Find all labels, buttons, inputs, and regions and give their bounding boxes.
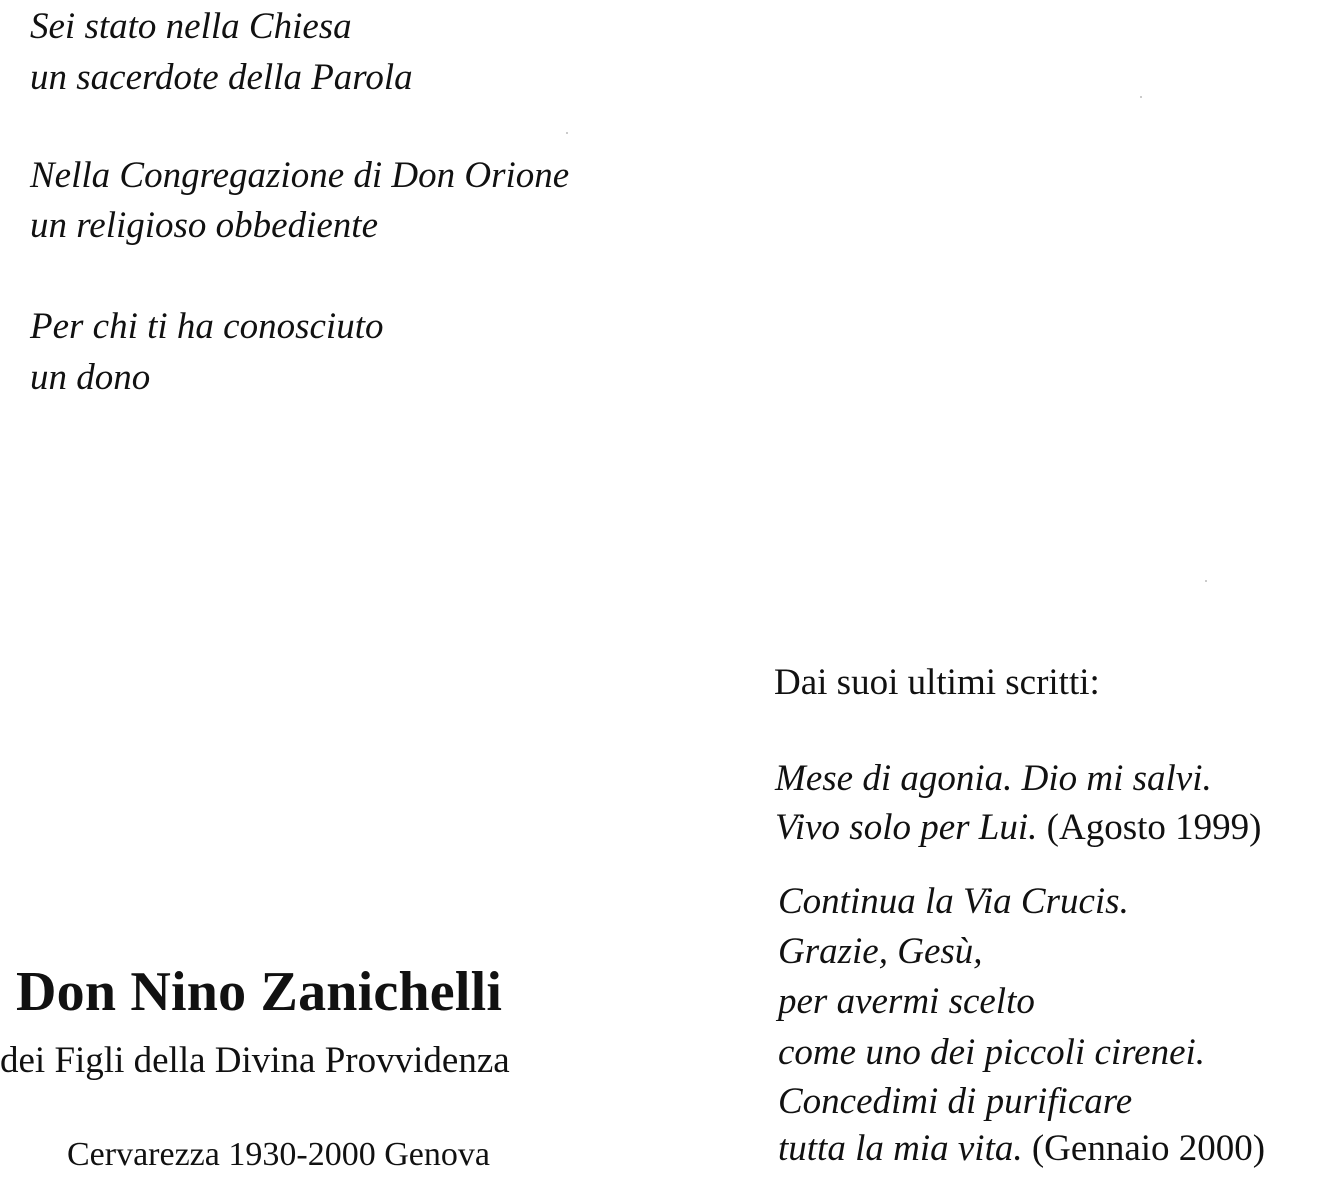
scan-speck bbox=[566, 132, 568, 134]
poem-line: un sacerdote della Parola bbox=[30, 57, 413, 98]
poem-line: Nella Congregazione di Don Orione bbox=[30, 155, 570, 196]
writing-line: come uno dei piccoli cirenei. bbox=[778, 1032, 1206, 1073]
writings-heading: Dai suoi ultimi scritti: bbox=[774, 662, 1100, 703]
writing-line-with-date bbox=[778, 1130, 1265, 1167]
scan-speck bbox=[1205, 580, 1207, 582]
scan-speck bbox=[1140, 96, 1142, 98]
writing-line: Continua la Via Crucis. bbox=[778, 881, 1129, 922]
writing-line: Grazie, Gesù, bbox=[778, 931, 983, 972]
writing-line: Concedimi di purificare bbox=[778, 1081, 1133, 1122]
writing-text: Vivo solo per Lui. bbox=[775, 807, 1038, 848]
writing-date: (Gennaio 2000) bbox=[1031, 1128, 1266, 1169]
writing-date: (Agosto 1999) bbox=[1046, 807, 1262, 848]
poem-line: Per chi ti ha conosciuto bbox=[30, 306, 384, 347]
writing-line: Mese di agonia. Dio mi salvi. bbox=[775, 758, 1212, 799]
writing-line: per avermi scelto bbox=[778, 981, 1035, 1022]
writing-text: tutta la mia vita. bbox=[778, 1128, 1023, 1169]
person-name: Don Nino Zanichelli bbox=[16, 961, 503, 1023]
religious-order: dei Figli della Divina Provvidenza bbox=[0, 1040, 510, 1081]
poem-line: un religioso obbediente bbox=[30, 205, 379, 246]
life-dates: Cervarezza 1930-2000 Genova bbox=[67, 1136, 490, 1173]
writing-line-with-date bbox=[775, 809, 1261, 846]
poem-line: Sei stato nella Chiesa bbox=[30, 6, 352, 47]
poem-line: un dono bbox=[30, 357, 151, 398]
